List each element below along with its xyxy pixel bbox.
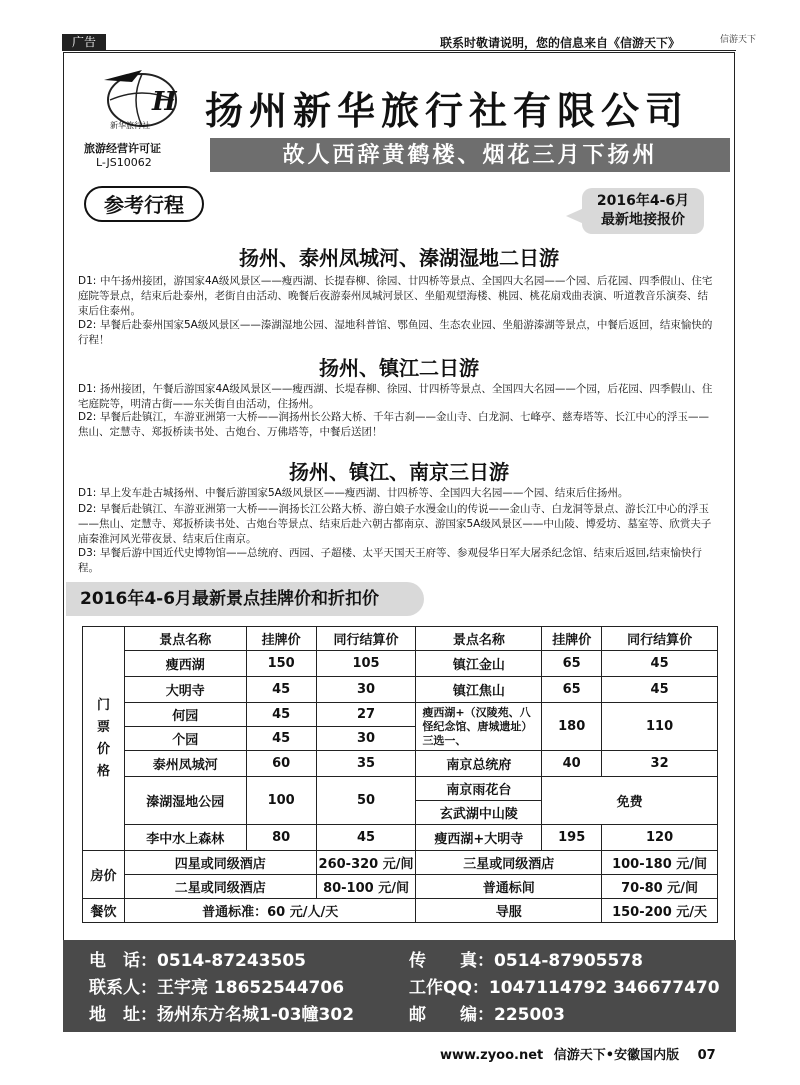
- room-price-label: 房价: [83, 851, 125, 899]
- route-day: D2: 早餐后赴泰州国家5A级风景区——溱湖湿地公园、湿地科普馆、鄂鱼园、生态农业园、坐船游溱湖等景点，中餐后返回，结束愉快的行程！: [78, 319, 713, 346]
- price-section-title: 2016年4-6月最新景点挂牌价和折扣价: [66, 582, 424, 616]
- room-row: 二星或同级酒店 80-100 元/间 普通标间 70-80 元/间: [83, 875, 718, 899]
- table-header: 挂牌价: [246, 627, 316, 651]
- contact-person: 联系人：王宇亮 18652544706: [89, 978, 345, 998]
- globe-plane-icon: [102, 66, 180, 128]
- route-day: D1: 中午扬州接团，游国家4A级风景区——瘦西湖、长提春柳、徐园、廿四桥等景点、全国四大名园——个园、后花园、四季假山、住宅庭院等景点，结束后赴泰州，老街自由活动、晚餐后夜游泰州凤城河景区、坐船观望海楼、桃园、桃花扇戏曲表演、听道教音乐演奏、结束后住泰州。: [78, 275, 713, 317]
- footer-site: www.zyoo.net: [440, 1048, 544, 1063]
- ad-tag: 广告: [62, 34, 106, 50]
- route-day: D2: 早餐后赴镇江、车游亚洲第一大桥——润扬长江公路大桥、游白娘子水漫金山的传说——金山寺、白龙洞等景点、游长江中心的浮玉——焦山、定慧寺、郑扳桥读书处、古炮台等景点、结束后赴六朝古都南京、游国家5A级风景区——中山陵、博爱坊、墓室等、欣赏夫子庙秦淮河风光带夜景、结束后住南京。: [78, 503, 712, 545]
- phone: 电 话：0514-87243505: [89, 951, 306, 971]
- table-header: 景点名称: [124, 627, 246, 651]
- brand-mini-logo: 信游天下: [720, 35, 757, 45]
- price-table: [82, 626, 718, 923]
- meal-label: 餐饮: [83, 899, 125, 923]
- route-title: 扬州、镇江、南京三日游: [289, 460, 509, 484]
- top-rule: [62, 50, 736, 51]
- route-title: 扬州、镇江二日游: [319, 356, 479, 380]
- reference-itinerary-label: 参考行程: [84, 186, 204, 222]
- table-header: 同行结算价: [602, 627, 718, 651]
- price-date-bubble: [582, 188, 704, 234]
- license-number: L-JS10062: [96, 156, 152, 169]
- route-title: 扬州、泰州凤城河、溱湖湿地二日游: [239, 246, 559, 270]
- zip-code: 邮 编：225003: [409, 1005, 565, 1025]
- table-row: 泰州凤城河 60 35 南京总统府 40 32: [83, 751, 718, 777]
- page-number: 07: [697, 1048, 716, 1063]
- table-row: 玄武湖中山陵: [83, 801, 718, 825]
- route-day: D3: 早餐后游中国近代史博物馆——总统府、西园、子超楼、太平天国天王府等、参观侵华日军大屠杀纪念馆、结束后返回,结束愉快行程。: [78, 547, 702, 574]
- table-row: 溱湖湿地公园 100 50 南京雨花台 免费: [83, 777, 718, 801]
- slogan-banner: 故人西辞黄鹤楼、烟花三月下扬州: [210, 138, 730, 172]
- table-row: 瘦西湖 150 105 镇江金山 65 45: [83, 651, 718, 677]
- ticket-price-label: 门 票 价 格: [83, 627, 125, 851]
- company-logo: [102, 66, 180, 128]
- bubble-line-2: 最新地接报价: [601, 212, 685, 228]
- table-row: 何园 45 27 瘦西湖+（汉陵苑、八怪纪念馆、唐城遗址）三选一、 180 110: [83, 703, 718, 727]
- table-row: 大明寺 45 30 镇江焦山 65 45: [83, 677, 718, 703]
- company-name: 扬州新华旅行社有限公司: [205, 88, 690, 133]
- bubble-line-1: 2016年4-6月: [596, 193, 690, 209]
- footer-brand: 信游天下•安徽国内版: [553, 1048, 680, 1063]
- svg-text:H: H: [152, 87, 177, 117]
- work-qq: 工作QQ：1047114792 346677470: [409, 978, 720, 998]
- source-notice: 联系时敬请说明，您的信息来自《信游天下》: [440, 36, 681, 50]
- room-row: 房价 四星或同级酒店 260-320 元/间 三星或同级酒店 100-180 元/间: [83, 851, 718, 875]
- table-header: 景点名称: [416, 627, 542, 651]
- table-row: 李中水上森林 80 45 瘦西湖+大明寺 195 120: [83, 825, 718, 851]
- route-day: D2: 早餐后赴镇江，车游亚洲第一大桥——润扬州长公路大桥、千年古刹——金山寺、白龙洞、七峰亭、慈寿塔等、长江中心的浮玉——焦山、定慧寺、郑扳桥读书处、古炮台、万佛塔等，中餐后送团！: [78, 411, 709, 438]
- logo-caption: 新华旅行社: [110, 121, 150, 130]
- route-day: D1: 扬州接团，午餐后游国家4A级风景区——瘦西湖、长堤春柳、徐园、廿四桥等景点、全国四大名园——个园，后花园、四季假山、住宅庭院等，明清古街——东关街自由活动，住扬州。: [78, 383, 713, 410]
- table-row: 个园 45 30: [83, 727, 718, 751]
- route-day: D1: 早上发车赴古城扬州、中餐后游国家5A级风景区——瘦西湖、廿四桥等、全国四大名园——个园、结束后住扬州。: [78, 487, 629, 499]
- table-header: 挂牌价: [542, 627, 602, 651]
- contact-block: [63, 940, 736, 1032]
- table-header: 同行结算价: [316, 627, 416, 651]
- meal-row: 餐饮 普通标准：60 元/人/天 导服 150-200 元/天: [83, 899, 718, 923]
- page-footer: [440, 1044, 716, 1063]
- fax: 传 真：0514-87905578: [409, 951, 643, 971]
- license-label: 旅游经营许可证: [84, 142, 161, 155]
- address: 地 址：扬州东方名城1-03幢302: [89, 1005, 355, 1025]
